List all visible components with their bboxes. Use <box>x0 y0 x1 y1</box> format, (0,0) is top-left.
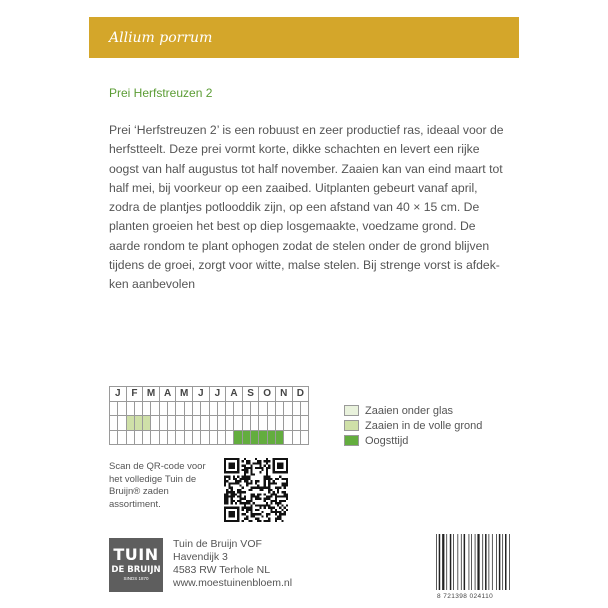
calendar-cell <box>275 401 283 416</box>
month-header: A <box>226 387 243 402</box>
calendar-cell <box>292 401 300 416</box>
calendar-cell <box>251 416 259 431</box>
calendar-cell <box>226 430 234 445</box>
calendar-cell <box>267 401 275 416</box>
month-header: N <box>275 387 292 402</box>
brand-logo <box>109 538 163 592</box>
calendar-cell <box>251 430 259 445</box>
month-header: J <box>192 387 209 402</box>
calendar-cell <box>192 416 200 431</box>
calendar-cell <box>118 401 126 416</box>
calendar-row <box>110 430 309 445</box>
sowing-calendar <box>109 386 309 445</box>
calendar-row <box>110 416 309 431</box>
calendar-cell <box>126 401 134 416</box>
calendar-cell <box>275 416 283 431</box>
company-address <box>173 538 292 590</box>
calendar-cell <box>110 430 118 445</box>
calendar-cell <box>151 401 159 416</box>
month-header: F <box>126 387 143 402</box>
calendar-cell <box>110 401 118 416</box>
legend-item <box>344 418 482 433</box>
month-header: J <box>209 387 226 402</box>
calendar-cell <box>143 430 151 445</box>
barcode <box>434 534 514 594</box>
calendar-cell <box>242 401 250 416</box>
calendar-cell <box>259 416 267 431</box>
calendar-cell <box>292 416 300 431</box>
calendar-cell <box>159 401 167 416</box>
calendar-cell <box>184 430 192 445</box>
legend-item <box>344 403 482 418</box>
calendar-cell <box>234 401 242 416</box>
legend-item <box>344 433 482 448</box>
calendar-cell <box>267 416 275 431</box>
calendar-cell <box>234 416 242 431</box>
calendar-cell <box>209 416 217 431</box>
calendar-cell <box>300 430 308 445</box>
calendar-cell <box>151 416 159 431</box>
calendar-cell <box>217 401 225 416</box>
calendar-cell <box>259 430 267 445</box>
calendar-cell <box>176 416 184 431</box>
calendar-cell <box>267 430 275 445</box>
calendar-cell <box>275 430 283 445</box>
latin-name: Allium porrum <box>109 29 213 46</box>
calendar-cell <box>143 416 151 431</box>
legend-label: Zaaien in de volle grond <box>365 419 483 432</box>
calendar-cell <box>184 401 192 416</box>
calendar-legend <box>344 403 482 448</box>
legend-swatch <box>344 420 359 431</box>
calendar-cell <box>300 401 308 416</box>
legend-label: Oogsttijd <box>365 434 409 447</box>
description-text: Prei ‘Herfstreuzen 2’ is een robuust en zeer productief ras, ideaal voor de herfstteelt. Deze prei vormt korte, dikke schachten en levert een rijke oogst van half augustus tot half november. Zaaien kan van eind maart tot half mei, bij voorkeur op een zaaibed. Uitplanten gebeurt vanaf april, zodra de plantjes potlooddik zijn, op een afstand van 40 × 15 cm. De planten groeien het best op diep losgemaakte, voedzame grond. De aarde rondom te plant ophogen zodat de stelen onder de grond blijven tijdens de groei, zorgt voor witte, malse stelen. Bij strenge vorst is afdek-ken aanbevolen <box>109 123 504 292</box>
calendar-cell <box>251 401 259 416</box>
month-header: S <box>242 387 259 402</box>
calendar-cell <box>184 416 192 431</box>
month-header: M <box>143 387 160 402</box>
calendar-cell <box>217 430 225 445</box>
calendar-cell <box>126 430 134 445</box>
company-city: 4583 RW Terhole NL <box>173 564 271 576</box>
company-street: Havendijk 3 <box>173 551 228 563</box>
logo-line-1: TUIN <box>113 545 159 564</box>
logo-line-2: DE BRUIJN <box>111 565 161 575</box>
calendar-cell <box>192 401 200 416</box>
calendar-cell <box>201 416 209 431</box>
calendar-cell <box>209 430 217 445</box>
calendar-cell <box>118 430 126 445</box>
calendar-cell <box>192 430 200 445</box>
calendar-cell <box>134 401 142 416</box>
calendar-cell <box>300 416 308 431</box>
month-header: J <box>110 387 127 402</box>
calendar-cell <box>110 416 118 431</box>
calendar-cell <box>226 401 234 416</box>
month-header: D <box>292 387 309 402</box>
company-name: Tuin de Bruijn VOF <box>173 538 262 550</box>
logo-line-3: SINDS 1870 <box>123 576 149 581</box>
month-header: M <box>176 387 193 402</box>
calendar-cell <box>168 416 176 431</box>
calendar-table <box>109 386 309 445</box>
calendar-cell <box>292 430 300 445</box>
calendar-cell <box>226 416 234 431</box>
calendar-cell <box>126 416 134 431</box>
calendar-cell <box>201 430 209 445</box>
calendar-cell <box>168 401 176 416</box>
calendar-row <box>110 401 309 416</box>
legend-label: Zaaien onder glas <box>365 404 454 417</box>
legend-swatch <box>344 405 359 416</box>
calendar-cell <box>242 416 250 431</box>
month-header: A <box>159 387 176 402</box>
calendar-cell <box>134 430 142 445</box>
calendar-cell <box>209 401 217 416</box>
calendar-cell <box>159 430 167 445</box>
header-band <box>89 17 519 58</box>
calendar-cell <box>151 430 159 445</box>
calendar-cell <box>143 401 151 416</box>
barcode-number: 8 721398 024110 <box>437 593 494 600</box>
qr-code[interactable] <box>224 458 288 522</box>
calendar-cell <box>176 430 184 445</box>
calendar-cell <box>168 430 176 445</box>
variety-name: Prei Herfstreuzen 2 <box>109 86 213 100</box>
month-header: O <box>259 387 276 402</box>
calendar-cell <box>284 430 292 445</box>
legend-swatch <box>344 435 359 446</box>
calendar-cell <box>176 401 184 416</box>
calendar-cell <box>259 401 267 416</box>
calendar-cell <box>242 430 250 445</box>
calendar-cell <box>118 416 126 431</box>
calendar-cell <box>159 416 167 431</box>
calendar-cell <box>284 401 292 416</box>
qr-caption: Scan de QR-code voor het volledige Tuin de Bruijn® zaden assortiment. <box>109 461 206 510</box>
company-website[interactable]: www.moestuinenbloem.nl <box>173 577 293 589</box>
calendar-cell <box>134 416 142 431</box>
calendar-cell <box>234 430 242 445</box>
calendar-cell <box>217 416 225 431</box>
calendar-cell <box>201 401 209 416</box>
calendar-cell <box>284 416 292 431</box>
